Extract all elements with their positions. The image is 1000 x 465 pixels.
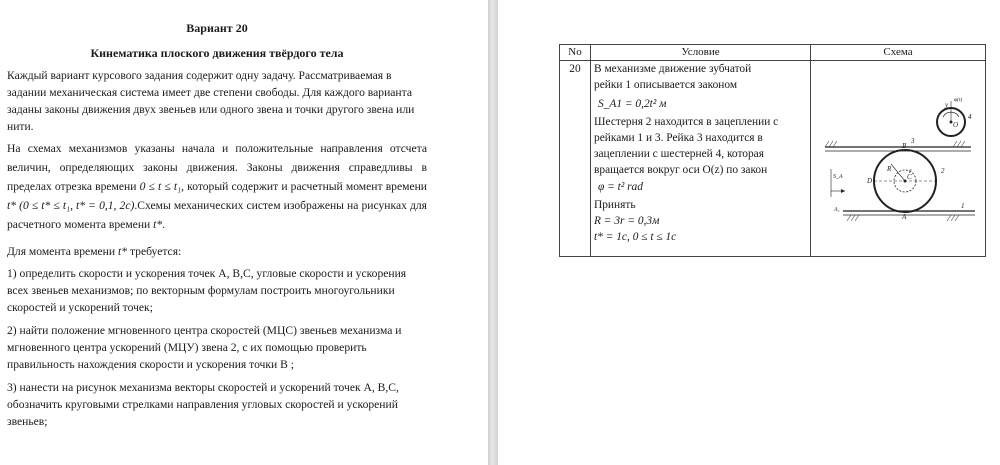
label-point-b: B — [902, 142, 907, 150]
time-interval-formula: 0 ≤ t ≤ t₁ — [139, 180, 182, 193]
paragraph-intro: Каждый вариант курсового задания содержит одну задачу. Рассматриваемая в задании механическая система имеет две степени свободы. Для каждого варианта заданы законы движения двух звеньев или одного звена и точки другого звена или нити. — [7, 69, 415, 133]
scheme-cell — [811, 61, 986, 257]
para2-tail: .Схемы механических систем изображены на рисунках для расчетного момента времени — [7, 199, 427, 231]
label-phi: φ(t) — [954, 97, 963, 103]
condition-line: рейки 1 описывается законом — [594, 79, 738, 91]
para2-mid: , который содержит и расчетный момент времени — [181, 180, 427, 193]
calc-time-formula: t* (0 ≤ t* ≤ t₁, t* = 0,1, 2c) — [7, 199, 135, 212]
variant-title: Вариант 20 — [186, 21, 248, 35]
task-item-1: 1) определить скорости и ускорения точек A, B,C, угловые скорости и ускорения всех звеньев механизмов; по векторным формулам построить многоугольники скоростей и ускорений точек; — [7, 267, 407, 314]
para2-lead: На схемах механизмов указаны начала и положительные направления отсчета величин, определяющих законы движения. Законы движения справедливы в пределах отрезка времени — [7, 142, 427, 193]
label-rack-3: 3 — [911, 137, 915, 145]
required-time-symbol: t* — [118, 245, 128, 258]
label-gear-4: 4 — [968, 113, 972, 121]
table-row — [560, 61, 986, 257]
label-radius-r-big: R — [887, 165, 892, 173]
paragraph-schemes — [7, 139, 427, 234]
motion-law-formula: S_A1 = 0,2t² м — [598, 98, 667, 110]
page-left — [0, 0, 488, 465]
condition-line: зацеплении с шестерней 4, которая — [594, 148, 764, 160]
label-a1: A₁ — [834, 207, 840, 213]
para3-lead: Для момента времени — [7, 245, 116, 258]
radius-formula: R = 3r = 0,3м — [594, 215, 660, 227]
calc-time-symbol: t* — [153, 218, 163, 231]
para2-end: . — [162, 218, 166, 231]
label-point-a: A — [902, 213, 907, 221]
table-header-row — [560, 45, 986, 61]
condition-cell — [591, 61, 811, 257]
condition-line: рейками 1 и 3. Рейка 3 находится в — [594, 132, 763, 144]
header-scheme: Схема — [811, 45, 986, 61]
label-axis-y: y — [945, 101, 949, 109]
condition-line: вращается вокруг оси O(z) по закон — [594, 164, 768, 176]
mechanism-scheme — [811, 61, 979, 251]
para3-tail: требуется: — [129, 245, 182, 258]
header-no: No — [560, 45, 591, 61]
condition-line: Шестерня 2 находится в зацеплении с — [594, 116, 779, 128]
row-number: 20 — [560, 61, 591, 257]
label-radius-r-small: r — [909, 167, 912, 175]
label-rack-1: 1 — [961, 202, 965, 210]
page-gutter — [488, 0, 498, 465]
header-condition: Условие — [591, 45, 811, 61]
label-s-a: S_A — [833, 174, 843, 180]
condition-line: Принять — [594, 199, 636, 211]
task-item-3: 3) нанести на рисунок механизма векторы скоростей и ускорений точек A, B,C, обозначить круговыми стрелками направления угловых скоростей и ускорений звеньев; — [7, 381, 399, 428]
variant-table — [559, 44, 986, 257]
condition-line: В механизме движение зубчатой — [594, 63, 752, 75]
rotation-law-formula: φ = t² rad — [598, 181, 643, 193]
radius-line — [891, 164, 905, 181]
topic-title: Кинематика плоского движения твёрдого тела — [90, 46, 344, 60]
label-point-c: C — [907, 173, 912, 181]
task-item-2: 2) найти положение мгновенного центра скоростей (МЦС) звеньев механизма и мгновенного центра ускорений (МЦУ) звена 2, с их помощью проверить правильность нахождения скорости и ускорения точки B ; — [7, 324, 402, 371]
label-axis-o: O — [953, 121, 959, 129]
label-point-d: D — [867, 177, 873, 185]
time-formula: t* = 1c, 0 ≤ t ≤ 1c — [594, 231, 677, 243]
paragraph-required — [7, 243, 427, 260]
s-arrowhead-icon — [841, 189, 845, 193]
page-right — [498, 0, 1000, 465]
label-gear-2: 2 — [941, 167, 945, 175]
